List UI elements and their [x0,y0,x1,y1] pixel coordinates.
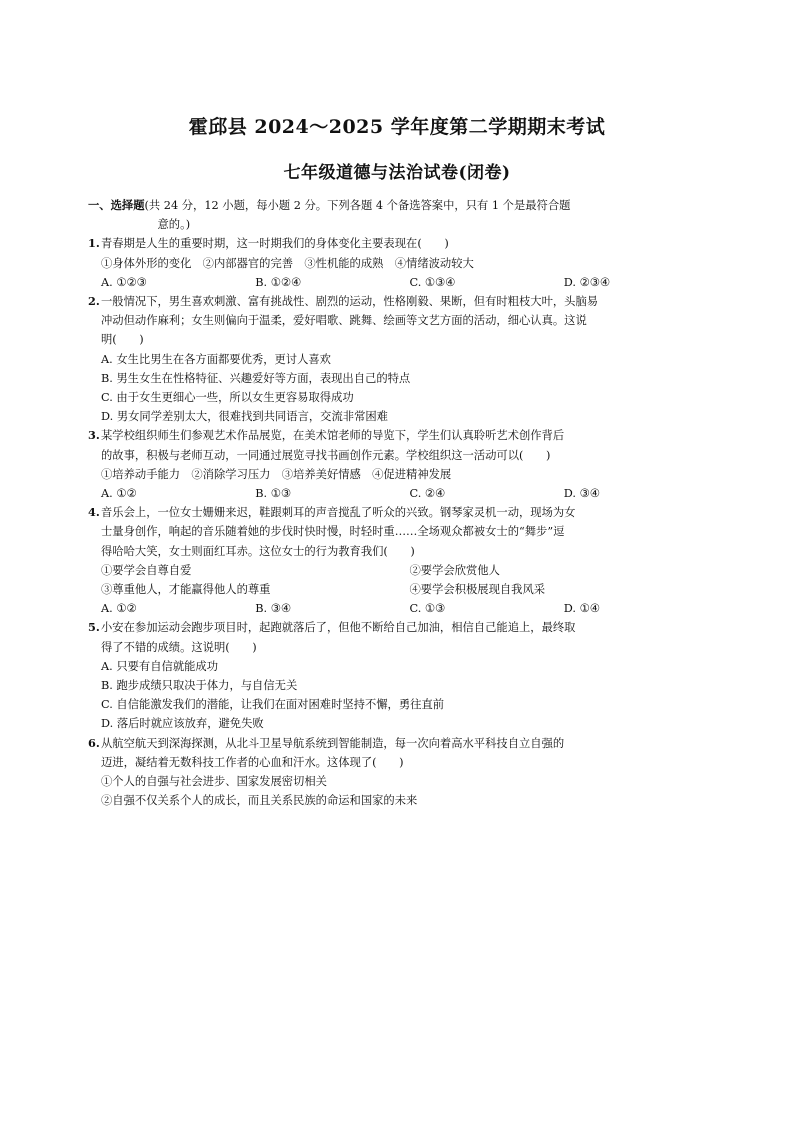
option-c[interactable]: C. ②④ [409,487,446,501]
section-description [145,196,719,234]
option-c[interactable]: C. 自信能激发我们的潜能，让我们在面对困难时坚持不懈，勇往直前 [101,698,445,712]
question-body [101,234,718,292]
question-body [101,292,718,426]
question-number: 5. [88,620,100,635]
exam-title: 霍邱县 2024～2025 学年度第二学期期末考试 [188,116,606,138]
option-d[interactable]: D. ③④ [563,487,600,501]
question-body [101,734,718,811]
option-c[interactable]: C. ①③ [409,602,446,616]
answer-options [101,599,718,618]
option-a[interactable]: A. ①②③ [101,275,147,289]
section-description-line: (共 24 分，12 小题，每小题 2 分。下列各题 4 个备选答案中，只有 1 个是最符合题 [144,199,571,212]
question-stem: 冲动但动作麻利；女生则偏向于温柔，爱好唱歌、跳舞、绘画等文艺方面的活动，细心认真。这说 [101,314,587,328]
question-statements: ①身体外形的变化 ②内部器官的完善 ③性机能的成熟 ④情绪波动较大 [101,256,474,270]
option-b[interactable]: B. ①②④ [255,275,302,289]
question-body [101,426,718,503]
option-a[interactable]: A. ①② [101,602,137,616]
exam-content [88,196,718,811]
question-2 [88,292,718,426]
option-c[interactable]: C. ①③④ [409,275,456,289]
section-heading: 一、选择题 [88,198,145,212]
question-3 [88,426,718,503]
option-b[interactable]: B. 跑步成绩只取决于体力，与自信无关 [101,679,298,693]
option-d[interactable]: D. 男女同学差别太大，很难找到共同语言，交流非常困难 [101,410,388,424]
option-d[interactable]: D. ②③④ [563,275,610,289]
option-a[interactable]: A. 只要有自信就能成功 [101,659,219,673]
option-a[interactable]: A. 女生比男生在各方面都要优秀，更讨人喜欢 [101,352,331,366]
option-c[interactable]: C. 由于女生更细心一些，所以女生更容易取得成功 [101,391,354,405]
question-stem: 得哈哈大笑，女士则面红耳赤。这位女士的行为教育我们( ) [101,544,415,558]
question-statements [101,561,718,580]
question-stem: 青春期是人生的重要时期，这一时期我们的身体变化主要表现在( ) [101,237,449,251]
section-header [88,196,718,234]
question-body [101,503,718,618]
statement-1: ①个人的自强与社会进步、国家发展密切相关 [101,775,327,789]
answer-options [101,484,718,503]
question-number: 2. [88,294,100,309]
exam-subtitle: 七年级道德与法治试卷(闭卷) [283,163,511,183]
question-5 [88,618,718,733]
question-4 [88,503,718,618]
question-6 [88,734,718,811]
question-1 [88,234,718,292]
question-stem: 某学校组织师生们参观艺术作品展览，在美术馆老师的导览下，学生们认真聆听艺术创作背后 [101,429,565,443]
option-d[interactable]: D. 落后时就应该放弃，避免失败 [101,717,264,731]
answer-options [101,273,718,292]
question-stem: 迈进，凝结着无数科技工作者的心血和汗水。这体现了( ) [101,755,404,769]
question-number: 3. [88,428,100,443]
question-stem: 一般情况下，男生喜欢刺激、富有挑战性、剧烈的运动，性格刚毅、果断，但有时粗枝大叶，头脑易 [101,295,599,309]
question-number: 4. [88,505,100,520]
option-b[interactable]: B. ①③ [255,487,291,501]
question-body [101,618,718,733]
question-stem: 从航空航天到深海探测，从北斗卫星导航系统到智能制造，每一次向着高水平科技自立自强的 [101,736,565,750]
statement-3: ③尊重他人，才能赢得他人的尊重 [101,583,271,597]
question-statements: ①培养动手能力 ②消除学习压力 ③培养美好情感 ④促进精神发展 [101,467,452,481]
question-statements [101,580,718,599]
question-stem: 士量身创作，响起的音乐随着她的步伐时快时慢，时轻时重……全场观众都被女士的“舞步”逗 [101,525,565,539]
option-b[interactable]: B. ③④ [255,602,291,616]
statement-1: ①要学会自尊自爱 [101,563,192,577]
question-stem: 音乐会上，一位女士姗姗来迟，鞋跟刺耳的声音搅乱了听众的兴致。钢琴家灵机一动，现场为女 [101,506,576,520]
question-stem: 的故事，积极与老师互动，一同通过展览寻找书画创作元素。学校组织这一活动可以( ) [101,448,551,462]
question-number: 6. [88,735,100,750]
option-a[interactable]: A. ①② [101,487,137,501]
option-d[interactable]: D. ①④ [563,602,600,616]
option-b[interactable]: B. 男生女生在性格特征、兴趣爱好等方面，表现出自己的特点 [101,371,411,385]
question-stem: 明( ) [101,333,144,347]
question-stem: 得了不错的成绩。这说明( ) [101,640,257,654]
statement-4: ④要学会积极展现自我风采 [409,583,546,597]
section-description-line: 意的。) [157,218,191,232]
question-number: 1. [88,236,100,251]
statement-2: ②要学会欣赏他人 [409,563,500,577]
statement-2: ②自强不仅关系个人的成长，而且关系民族的命运和国家的未来 [101,794,418,808]
question-stem: 小安在参加运动会跑步项目时，起跑就落后了，但他不断给自己加油，相信自己能追上，最终取 [101,621,576,635]
